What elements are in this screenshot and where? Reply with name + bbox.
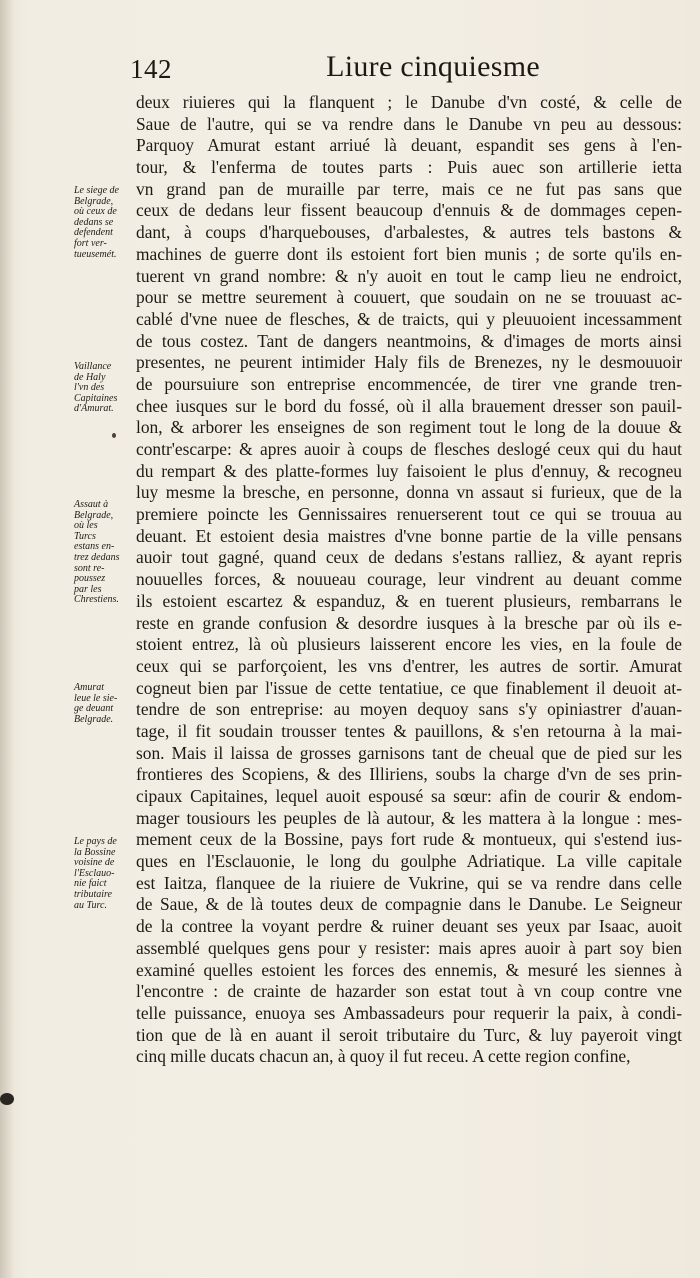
- body-line: telle puissance, enuoya ses Ambassadeurs pour requerir la paix, à condi-: [136, 1002, 682, 1023]
- margin-note-line: la Bossine: [74, 846, 116, 858]
- margin-note-line: Amurat: [74, 682, 104, 693]
- body-line: cipaux Capitaines, lequel auoit espousé sa sœur: afin de courir & endom-: [136, 786, 682, 806]
- body-line: reste en grande confusion & desordre iusques à la bresche par où ils e-: [136, 612, 682, 633]
- body-line: cogneut bien par l'issue de cette tentatiue, ce que finablement il deuoit at-: [136, 677, 682, 698]
- margin-note-line: voisine de: [74, 857, 115, 869]
- body-line: nouuelles forces, & nouueau courage, leur vindrent au deuant comme: [136, 569, 682, 590]
- body-line: son. Mais il laissa de grosses garnisons tant de cheual que de pied sur les: [136, 742, 682, 763]
- body-line: tendre de son entreprise: au moyen dequoy sans s'y opiniastrer d'auan-: [136, 699, 682, 720]
- body-line: de poursuiure son entreprise encommencée, de tirer vne grande tren-: [136, 373, 682, 394]
- margin-note-line: Turcs: [74, 530, 96, 542]
- body-line: tion que de là en auant il seroit tributaire du Turc, & luy payeroit vingt: [136, 1024, 682, 1045]
- margin-note-line: fort ver-: [74, 237, 107, 249]
- body-line: ceux de dedans leur fissent beaucoup d'ennuis & de dommages cepen-: [136, 200, 682, 221]
- gutter-shadow: [0, 0, 14, 1278]
- margin-note-line: tributaire: [74, 888, 112, 900]
- margin-note-line: l'Esclauo-: [74, 867, 115, 879]
- margin-note-line: leue le sie-: [74, 692, 118, 704]
- margin-note-line: où ceux de: [74, 206, 117, 218]
- body-line: de Saue, & de là toutes deux de compagnie dans le Danube. Le Seigneur: [136, 894, 682, 915]
- ink-blot: [0, 1093, 14, 1105]
- body-line: cablé d'vne nuee de flesches, & de traicts, qui y pleuuoient incessamment: [136, 308, 682, 329]
- body-line: ceux qui se parforçoient, les vns d'entrer, les autres de sortir. Amurat: [136, 655, 682, 676]
- body-line: auoir tout gagné, quand ceux de dedans s'estans ralliez, & ayant repris: [136, 547, 682, 568]
- body-line: frontieres des Scopiens, & des Illiriens, soubs la charge d'vn de ses prin-: [136, 764, 682, 785]
- margin-note-line: Le pays de: [74, 836, 117, 847]
- body-text: [136, 92, 682, 1068]
- body-line: l'encontre : de crainte de hazarder son estat tout à vn coup contre vne: [136, 981, 682, 1002]
- margin-note-line: Assaut à: [74, 499, 109, 510]
- margin-note-line: ge deuant: [74, 703, 114, 715]
- margin-note-line: defendent: [74, 227, 113, 239]
- margin-note-line: de Haly: [74, 371, 106, 383]
- body-line: ils estoient escartez & espanduz, & en tuerent plusieurs, rembarrans le: [136, 590, 682, 611]
- body-line: dant, à coups d'harquebouses, d'arbalestes, & autres tels bastons &: [136, 222, 682, 243]
- margin-note-line: poussez: [74, 573, 106, 585]
- body-line: tour, & l'enferma de toutes parts : Puis auec son artillerie ietta: [136, 157, 682, 178]
- body-line: examiné quelles estoient les forces des ennemis, & mesuré les siennes à: [136, 959, 682, 980]
- margin-note-line: Belgrade,: [74, 509, 114, 521]
- margin-note-line: Belgrade.: [74, 713, 114, 725]
- margin-note-assault: [74, 500, 138, 606]
- margin-note-line: où les: [74, 520, 98, 532]
- body-line: est Iaitza, flanquee de la riuiere de Vukrine, qui se va rendre dans celle: [136, 872, 682, 893]
- running-title: Liure cinquiesme: [326, 50, 540, 83]
- page-header: [130, 50, 540, 92]
- margin-note-line: nie faict: [74, 878, 107, 890]
- margin-note-line: tueusemét.: [74, 248, 117, 260]
- page-number: 142: [130, 54, 172, 84]
- margin-note-line: Vaillance: [74, 361, 112, 372]
- body-line: stoient entrez, là où plusieurs laisserent encore les vies, en la foule de: [136, 634, 682, 655]
- body-line: presentes, ne peurent intimider Haly fils de Brenezes, ny le desmouuoir: [136, 352, 682, 373]
- body-line: deuant. Et estoient desia maistres d'vne bonne partie de la ville pensans: [136, 525, 682, 546]
- margin-note-line: Le siege de: [74, 185, 119, 196]
- margin-note-bossine: [74, 837, 138, 911]
- margin-note-line: trez dedans: [74, 551, 120, 563]
- margin-note-line: estans en-: [74, 541, 115, 553]
- body-line: cinq mille ducats chacun an, à quoy il fut receu. A cette region confine,: [136, 1046, 631, 1067]
- margin-note-line: sont re-: [74, 562, 105, 574]
- body-line: de la contree la voyant perdre & ruiner deuant ses yeux par Isaac, auoit: [136, 916, 682, 937]
- body-line: ques en l'Esclauonie, le long du goulphe Adriatique. La ville capitale: [136, 851, 682, 872]
- margin-note-line: Belgrade,: [74, 195, 114, 207]
- body-line: du rempart & des platte-formes luy faisoient le plus d'ennuy, & recogneu: [136, 460, 682, 481]
- body-line: Parquoy Amurat estant arriué là deuant, espandit ses gens à l'en-: [136, 135, 682, 156]
- body-line: mager tousiours les peuples de là autour, & les mattera à la longue : mes-: [136, 807, 682, 828]
- ink-speck: [112, 433, 116, 438]
- body-line: pour se mettre seurement à couuert, que soudain on ne se trouuast ac-: [136, 287, 682, 308]
- body-line: deux riuieres qui la flanquent ; le Danube d'vn costé, & celle de: [136, 92, 682, 112]
- margin-note-line: l'vn des: [74, 382, 105, 394]
- body-line: lon, & arborer les enseignes de son regiment tout le long de la douue &: [136, 417, 682, 438]
- margin-note-line: d'Amurat.: [74, 403, 114, 415]
- margin-note-siege: [74, 186, 138, 260]
- margin-note-line: Chrestiens.: [74, 594, 119, 606]
- body-line: de tous costez. Tant de dangers neantmoins, & d'images de morts ainsi: [136, 330, 682, 351]
- margin-note-amurat: [74, 683, 138, 725]
- body-line: Saue de l'autre, qui se va rendre dans le Danube vn peu au dessous:: [136, 113, 682, 134]
- body-line: tage, il fit soudain trousser tentes & pauillons, & s'en retourna à la mai-: [136, 720, 682, 741]
- body-line: contr'escarpe: & apres auoir à coups de flesches deslogé ceux qui du haut: [136, 439, 682, 459]
- body-line: premiere poincte les Gennissaires renuerserent tout ce qui se trouua au: [136, 504, 682, 525]
- body-line: vn grand pan de muraille par terre, mais ce ne fut pas sans que: [136, 178, 682, 199]
- body-line: tuerent vn grand nombre: & n'y auoit en tout le camp lieu ne endroict,: [136, 265, 682, 286]
- margin-note-line: au Turc.: [74, 899, 107, 911]
- margin-note-line: dedans se: [74, 216, 114, 228]
- body-line: machines de guerre dont ils estoient fort bien munis ; de sorte qu'ils en-: [136, 243, 682, 264]
- margin-note-haly: [74, 362, 138, 415]
- body-line: chee iusques sur le bord du fossé, où il alla brauement dresser son pauil-: [136, 395, 682, 416]
- body-line: luy mesme la bresche, en personne, donna vn assaut si furieux, que de la: [136, 482, 682, 503]
- margin-note-line: par les: [74, 583, 102, 595]
- body-line: mement ceux de la Bossine, pays fort rude & montueux, qui s'estend ius-: [136, 829, 682, 850]
- margin-note-line: Capitaines: [74, 392, 118, 404]
- body-line: assemblé quelques gens pour y resister: mais apres auoir à part soy bien: [136, 937, 682, 958]
